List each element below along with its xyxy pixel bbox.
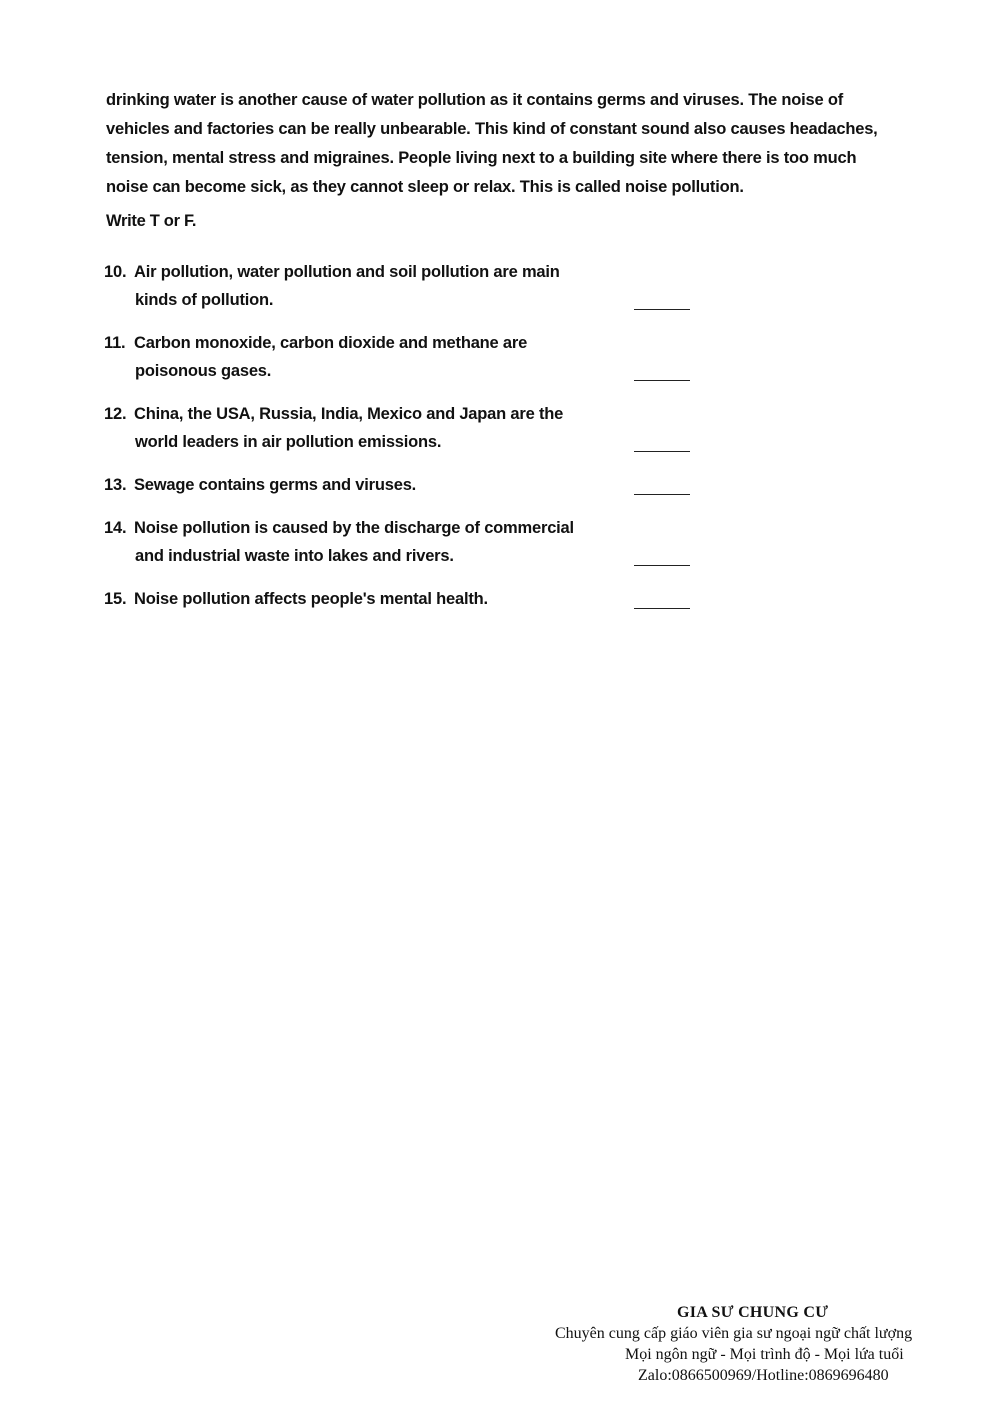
answer-blank[interactable]: [634, 380, 690, 381]
question-text: China, the USA, Russia, India, Mexico and Japan are the: [134, 405, 564, 423]
passage-line: drinking water is another cause of water pollution as it contains germs and viruses. The noise of: [106, 91, 844, 109]
question-number: 15.: [104, 590, 127, 608]
answer-blank[interactable]: [634, 565, 690, 566]
reading-passage: [106, 86, 876, 202]
answer-blank[interactable]: [634, 494, 690, 495]
passage-line: vehicles and factories can be really unbearable. This kind of constant sound also causes headaches,: [106, 120, 878, 138]
question-text: Noise pollution affects people's mental health.: [134, 590, 488, 608]
question-item: [104, 514, 704, 570]
question-number: 10.: [104, 263, 127, 281]
footer-brand: GIA SƯ CHUNG CƯ: [677, 1304, 829, 1321]
question-number: 13.: [104, 476, 127, 494]
question-number: 12.: [104, 405, 127, 423]
answer-blank[interactable]: [634, 309, 690, 310]
question-item: [104, 258, 704, 314]
footer-subtitle: Mọi ngôn ngữ - Mọi trình độ - Mọi lứa tuổi: [625, 1346, 904, 1363]
question-item: [104, 400, 704, 456]
question-text: Carbon monoxide, carbon dioxide and methane are: [134, 334, 528, 352]
answer-blank[interactable]: [634, 608, 690, 609]
question-item: [104, 585, 704, 613]
exercise-instruction: Write T or F.: [106, 212, 197, 230]
question-number: 14.: [104, 519, 127, 537]
question-text: kinds of pollution.: [135, 291, 274, 309]
question-text: poisonous gases.: [135, 362, 272, 380]
question-text: and industrial waste into lakes and rivers.: [135, 547, 454, 565]
question-text: Sewage contains germs and viruses.: [134, 476, 417, 494]
footer-ad: [545, 1302, 985, 1386]
footer-contact: Zalo:0866500969/Hotline:0869696480: [638, 1367, 889, 1384]
passage-line: noise can become sick, as they cannot sleep or relax. This is called noise pollution.: [106, 178, 744, 196]
footer-tagline: Chuyên cung cấp giáo viên gia sư ngoại ngữ chất lượng: [555, 1325, 913, 1342]
answer-blank[interactable]: [634, 451, 690, 452]
question-text: Air pollution, water pollution and soil pollution are main: [134, 263, 560, 281]
true-false-questions: [104, 258, 704, 628]
question-item: [104, 329, 704, 385]
question-item: [104, 471, 704, 499]
passage-line: tension, mental stress and migraines. People living next to a building site where there is too much: [106, 149, 857, 167]
question-text: Noise pollution is caused by the discharge of commercial: [134, 519, 574, 537]
question-number: 11.: [104, 334, 126, 352]
question-text: world leaders in air pollution emissions.: [135, 433, 442, 451]
